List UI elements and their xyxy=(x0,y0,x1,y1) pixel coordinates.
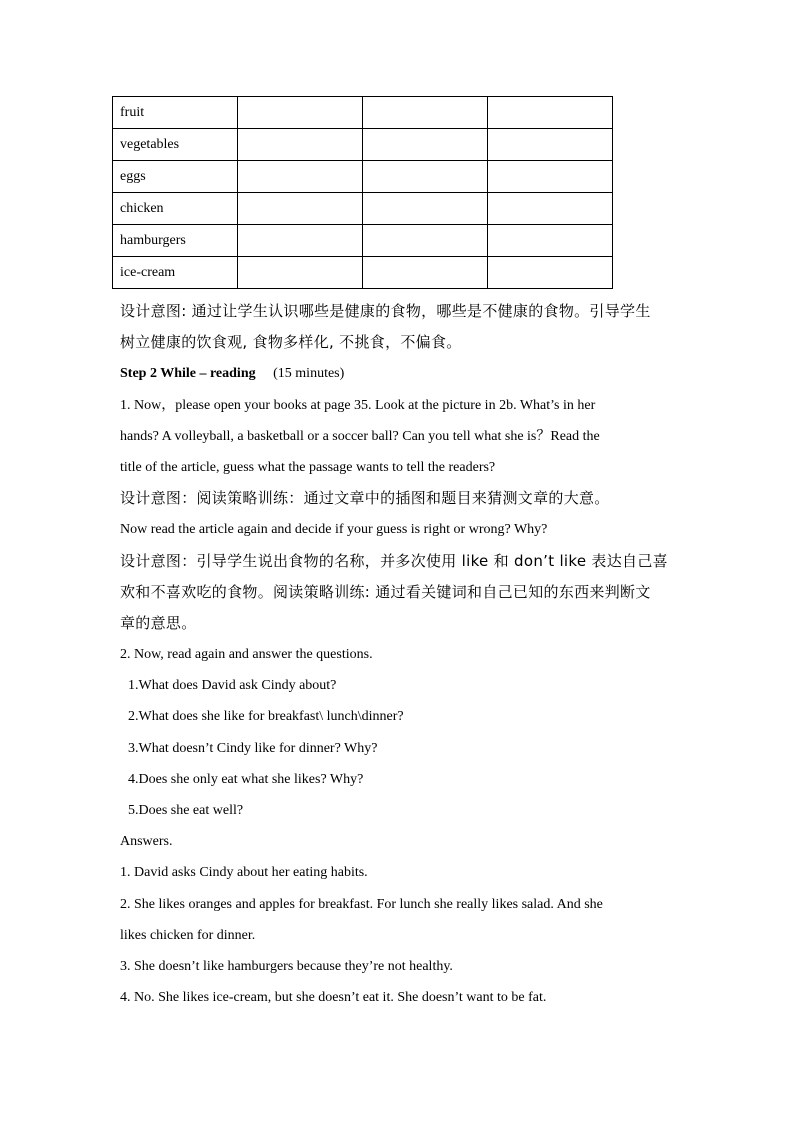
design-intent-line: 设计意图：引导学生说出食物的名称，并多次使用 like 和 don’t like 表达自己喜 xyxy=(120,551,668,570)
table-cell-empty xyxy=(488,193,613,225)
answer-item: likes chicken for dinner. xyxy=(120,927,256,943)
table-cell-empty xyxy=(363,225,488,257)
table-row xyxy=(113,161,613,193)
design-intent-line: 设计意图：阅读策略训练：通过文章中的插图和题目来猜测文章的大意。 xyxy=(120,489,610,508)
lesson-body xyxy=(120,296,676,1013)
paragraph-line: 1. Now，please open your books at page 35. Look at the picture in 2b. What’s in her xyxy=(120,397,596,413)
table-cell-empty xyxy=(363,97,488,129)
paragraph-line: 2. Now, read again and answer the questions. xyxy=(120,647,373,663)
table-row xyxy=(113,225,613,257)
step-time: (15 minutes) xyxy=(273,366,345,382)
table-row xyxy=(113,257,613,289)
table-cell-food: chicken xyxy=(113,193,238,225)
paragraph-line: hands? A volleyball, a basketball or a soccer ball? Can you tell what she is？Read the xyxy=(120,428,600,444)
table-cell-food: vegetables xyxy=(113,129,238,161)
table-cell-empty xyxy=(238,161,363,193)
answer-item: 1. David asks Cindy about her eating habits. xyxy=(120,865,368,881)
design-intent-line: 章的意思。 xyxy=(120,613,197,632)
answer-item: 4. No. She likes ice-cream, but she doesn’t eat it. She doesn’t want to be fat. xyxy=(120,990,547,1006)
table-cell-empty xyxy=(363,129,488,161)
table-cell-empty xyxy=(238,129,363,161)
table-cell-empty xyxy=(238,97,363,129)
question-item: 2.What does she like for breakfast\ lunch\dinner? xyxy=(128,709,404,725)
table-row xyxy=(113,129,613,161)
paragraph-line: Now read the article again and decide if your guess is right or wrong? Why? xyxy=(120,522,548,538)
table-cell-empty xyxy=(363,161,488,193)
design-intent-line: 欢和不喜欢吃的食物。阅读策略训练: 通过看关键词和自己已知的东西来判断文 xyxy=(120,582,651,601)
paragraph-line: title of the article, guess what the passage wants to tell the readers? xyxy=(120,459,496,475)
table-cell-empty xyxy=(488,129,613,161)
table-cell-empty xyxy=(363,257,488,289)
table-cell-food: fruit xyxy=(113,97,238,129)
table-cell-empty xyxy=(363,193,488,225)
table-row xyxy=(113,193,613,225)
food-table xyxy=(112,96,613,289)
answer-item: 2. She likes oranges and apples for breakfast. For lunch she really likes salad. And she xyxy=(120,896,603,912)
step-title: Step 2 While – reading xyxy=(120,366,256,382)
answer-item: 3. She doesn’t like hamburgers because they’re not healthy. xyxy=(120,958,453,974)
table-row xyxy=(113,97,613,129)
step-heading xyxy=(120,358,676,389)
table-cell-food: ice-cream xyxy=(113,257,238,289)
table-cell-empty xyxy=(488,97,613,129)
question-item: 5.Does she eat well? xyxy=(128,803,244,818)
table-cell-empty xyxy=(238,193,363,225)
question-item: 4.Does she only eat what she likes? Why? xyxy=(128,771,364,787)
table-cell-empty xyxy=(488,257,613,289)
table-cell-empty xyxy=(238,257,363,289)
design-intent-line: 树立健康的饮食观, 食物多样化, 不挑食，不偏食。 xyxy=(120,333,462,352)
answers-label: Answers. xyxy=(120,834,173,850)
table-cell-empty xyxy=(488,161,613,193)
question-item: 3.What doesn’t Cindy like for dinner? Why? xyxy=(128,740,378,756)
question-item: 1.What does David ask Cindy about? xyxy=(128,678,337,694)
table-cell-empty xyxy=(238,225,363,257)
table-cell-food: hamburgers xyxy=(113,225,238,257)
table-cell-food: eggs xyxy=(113,161,238,193)
table-cell-empty xyxy=(488,225,613,257)
design-intent-line: 设计意图: 通过让学生认识哪些是健康的食物，哪些是不健康的食物。引导学生 xyxy=(120,302,651,320)
